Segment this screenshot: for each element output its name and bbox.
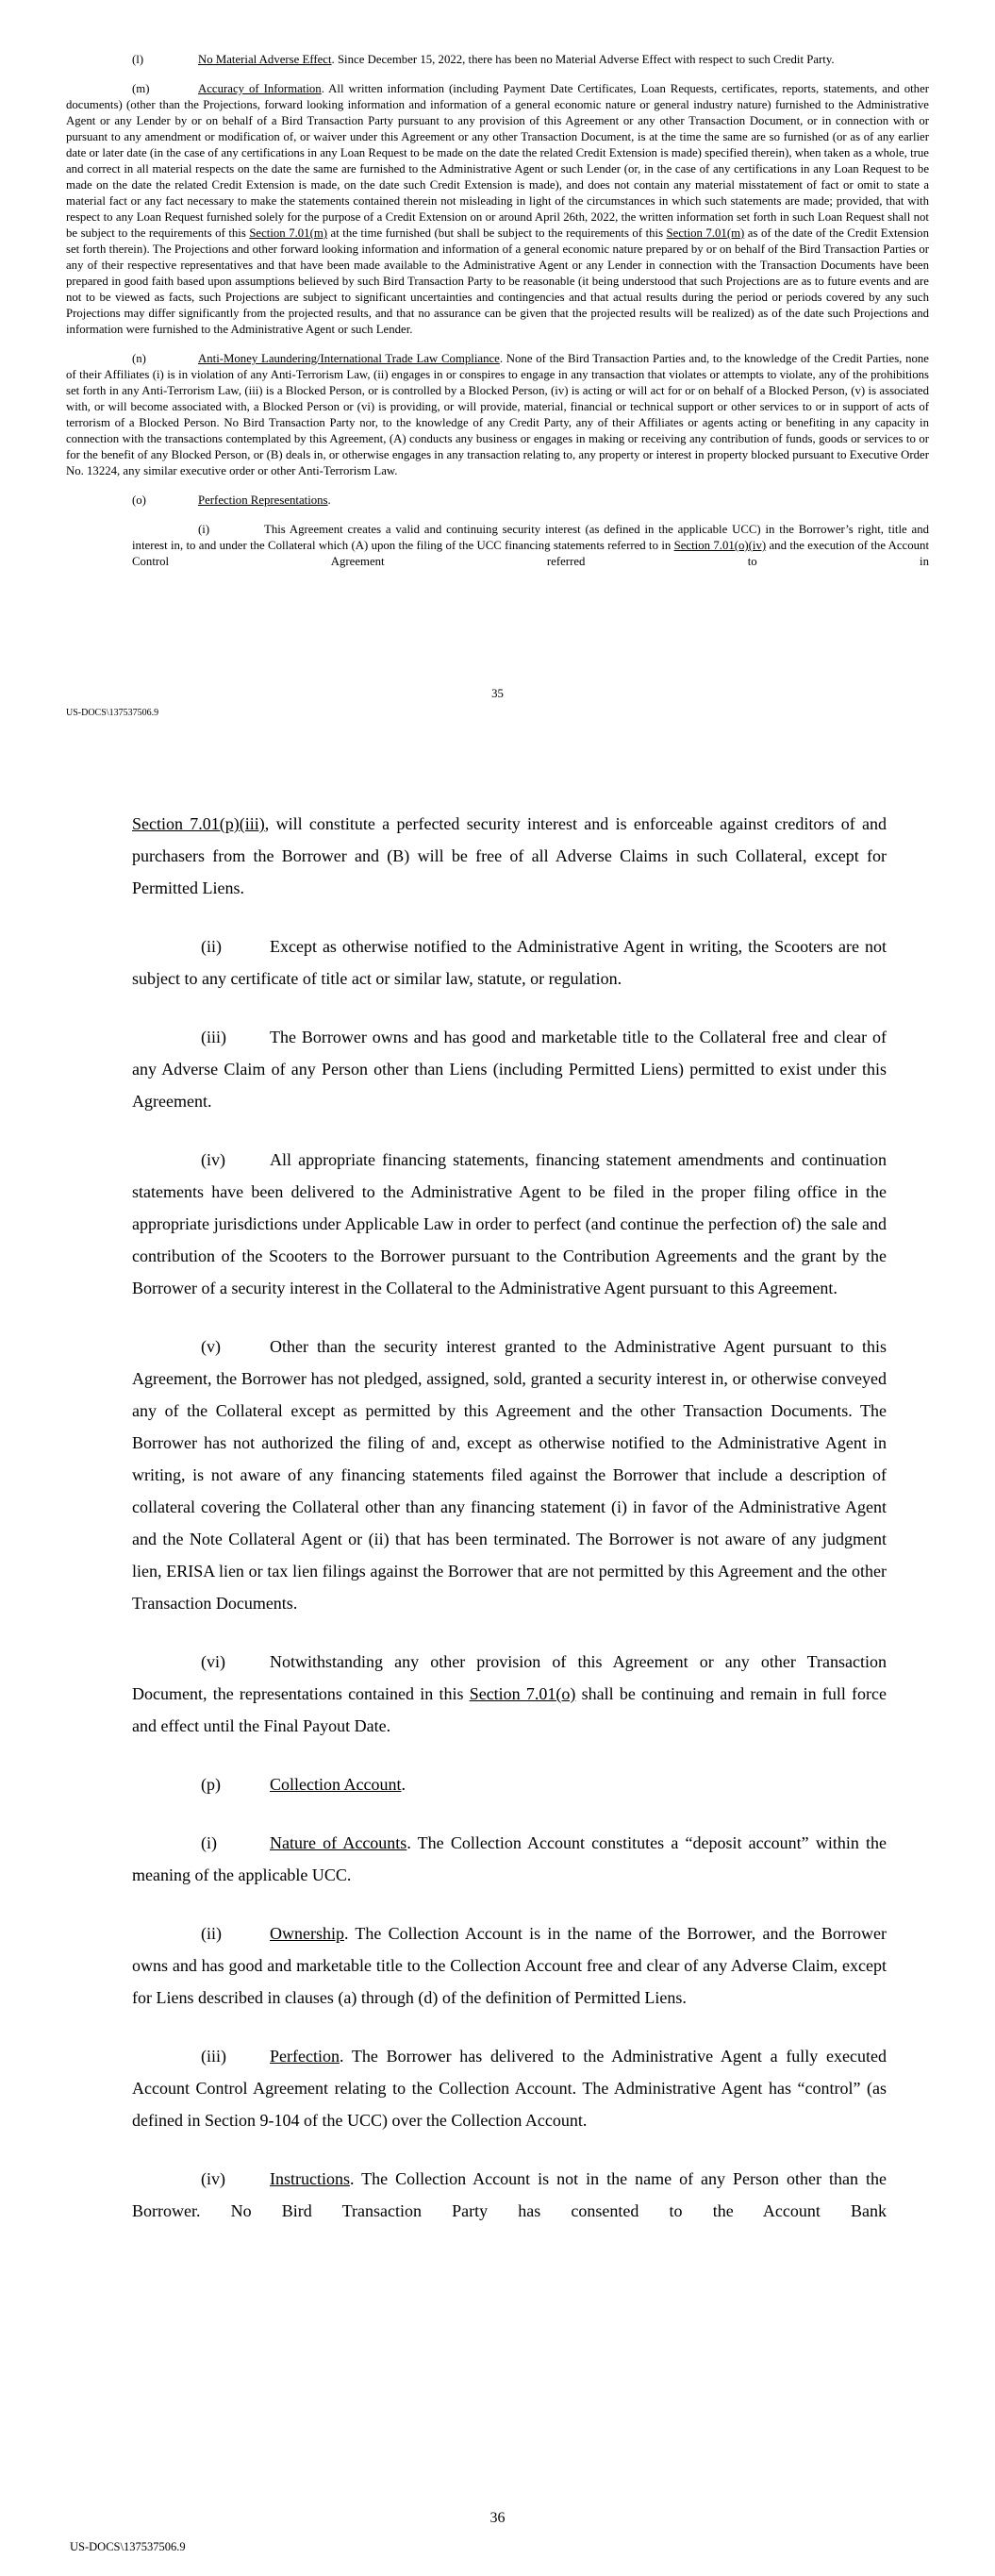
paragraph-label: (p) xyxy=(201,1775,221,1794)
text-segment: All appropriate financing statements, financing statement amendments and continuation statements have been delivered to the Administrative Agent to be filed in the proper filing office in the appropriate jurisdictions under Applicable Law in order to perfect (and continue the perfection of) the sale and contribution of the Scooters to the Borrower pursuant to the Contribution Agreements and the grant by the Borrower of a security interest in the Collateral to the Administrative Agent pursuant to this Agreement. xyxy=(132,1150,887,1297)
paragraph-label: (o) xyxy=(132,493,146,507)
paragraph xyxy=(132,1144,887,1304)
paragraph-label: (m) xyxy=(132,82,150,95)
text-segment: . xyxy=(327,493,331,507)
paragraph xyxy=(132,1917,887,2014)
text-segment: . Since December 15, 2022, there has been no Material Adverse Effect with respect to such Credit Party. xyxy=(331,53,835,66)
underlined-text: Perfection Representations xyxy=(198,493,328,507)
text-segment: Other than the security interest granted to the Administrative Agent pursuant to this Agreement, the Borrower has not pledged, assigned, sold, granted a security interest in, or otherwise conveyed any of the Collateral except as permitted by this Agreement and the other Transaction Documents. The Borrower has not authorized the filing of and, except as otherwise notified to the Administrative Agent in writing, is not aware of any financing statements filed against the Borrower that include a description of collateral covering the Collateral other than any financing statement (i) in favor of the Administrative Agent and the Note Collateral Agent or (ii) that has been terminated. The Borrower is not aware of any judgment lien, ERISA lien or tax lien filings against the Borrower that are not permitted by this Agreement and the other Transaction Documents. xyxy=(132,1337,887,1613)
paragraph xyxy=(132,2163,887,2227)
paragraph-label: (l) xyxy=(132,53,144,66)
paragraph-label: (vi) xyxy=(201,1652,225,1671)
text-segment: This Agreement creates a valid and continuing security interest (as defined in the applicable UCC) in the Borrower’s right, title and interest in, to and under the Collateral which (A) upon the filing of the UCC financing statements referred to in xyxy=(132,523,929,552)
underlined-text: No Material Adverse Effect xyxy=(198,53,332,66)
text-segment: Except as otherwise notified to the Administrative Agent in writing, the Scooters are not subject to any certificate of title act or similar law, statute, or regulation. xyxy=(132,937,887,988)
page-35 xyxy=(0,0,995,745)
underlined-text: Section 7.01(p)(iii) xyxy=(132,814,265,833)
paragraph xyxy=(66,351,929,479)
underlined-text: Collection Account xyxy=(270,1775,402,1794)
paragraph-label: (i) xyxy=(201,1833,217,1852)
underlined-text: Section 7.01(m) xyxy=(666,226,745,240)
page-36-text xyxy=(0,745,995,2227)
text-segment: . The Collection Account constitutes a “deposit account” within the meaning of the applicable UCC. xyxy=(132,1833,887,1884)
underlined-text: Instructions xyxy=(270,2169,350,2188)
paragraph-label: (i) xyxy=(198,523,210,536)
text-segment: . The Borrower has delivered to the Administrative Agent a fully executed Account Control Agreement relating to the Collection Account. The Administrative Agent has “control” (as defined in Section 9-104 of the UCC) over the Collection Account. xyxy=(132,2047,887,2130)
text-segment: as of the date of the Credit Extension set forth therein). The Projections and other forward looking information and information of a general economic nature prepared by or on behalf of the Bird Transaction Parties or any of their respective representatives and that have been made available to the Administrative Agent or any Lender in connection with the Transaction Documents have been prepared in good faith based upon assumptions believed by such Bird Transaction Party to be reasonable (it being understood that such Projections are as to future events and are not to be viewed as facts, such Projections are subject to significant uncertainties and contingencies and that actual results during the period or periods covered by any such Projections may differ significantly from the projected results, and that no assurance can be given that the projected results will be realized) as of the date such Projections and information were furnished to the Administrative Agent or such Lender. xyxy=(66,226,929,336)
underlined-text: Anti-Money Laundering/International Trade Law Compliance xyxy=(198,352,500,365)
paragraph xyxy=(66,81,929,338)
paragraph-label: (ii) xyxy=(201,937,222,956)
text-segment: , will constitute a perfected security interest and is enforceable against creditors of and purchasers from the Borrower and (B) will be free of all Adverse Claims in such Collateral, except for Permitted Liens. xyxy=(132,814,887,897)
underlined-text: Nature of Accounts xyxy=(270,1833,407,1852)
paragraph xyxy=(132,522,929,570)
paragraph-label: (n) xyxy=(132,352,146,365)
paragraph-label: (iv) xyxy=(201,1150,225,1169)
document-id-footer: US-DOCS\137537506.9 xyxy=(66,708,159,718)
paragraph-label: (iv) xyxy=(201,2169,225,2188)
paragraph-label: (v) xyxy=(201,1337,221,1356)
paragraph xyxy=(132,1021,887,1117)
text-segment: . None of the Bird Transaction Parties and, to the knowledge of the Credit Parties, none of their Affiliates (i) is in violation of any Anti-Terrorism Law, (ii) engages in or conspires to engage in any transaction that violates or attempts to violate, any of the prohibitions set forth in any Anti-Terrorism Law, (iii) is a Blocked Person, or is controlled by a Blocked Person, (iv) is acting or will act for or on behalf of a Blocked Person, (v) is associated with, or will become associated with, a Blocked Person or (vi) is providing, or will provide, material, financial or technical support or other services to or in support of acts of terrorism of a Blocked Person. No Bird Transaction Party nor, to the knowledge of any Credit Party, any of their Affiliates or agents acting or benefiting in any capacity in connection with the transactions contemplated by this Agreement, (A) conducts any business or engages in making or receiving any contribution of funds, goods or services to or for the benefit of any Blocked Person, or (B) deals in, or otherwise engages in any transaction relating to, any property or interest in property blocked pursuant to Executive Order No. 13224, any similar executive order or other Anti-Terrorism Law. xyxy=(66,352,929,477)
underlined-text: Perfection xyxy=(270,2047,340,2066)
paragraph xyxy=(132,1330,887,1619)
page-36 xyxy=(0,745,995,2576)
underlined-text: Section 7.01(o) xyxy=(469,1684,576,1703)
paragraph xyxy=(132,2040,887,2136)
paragraph xyxy=(132,930,887,995)
text-segment: . The Collection Account is not in the name of any Person other than the Borrower. No Bird Transaction Party has consented to the Account Bank xyxy=(132,2169,887,2220)
text-segment: The Borrower owns and has good and marketable title to the Collateral free and clear of any Adverse Claim of any Person other than Liens (including Permitted Liens) permitted to exist under this Agreement. xyxy=(132,1028,887,1111)
text-segment: Notwithstanding any other provision of this Agreement or any other Transaction Document, the representations contained in this xyxy=(132,1652,887,1703)
paragraph xyxy=(132,1827,887,1891)
paragraph xyxy=(132,1646,887,1742)
paragraph-label: (iii) xyxy=(201,1028,226,1046)
text-segment: and the execution of the Account Control Agreement referred to in xyxy=(132,539,929,568)
underlined-text: Ownership xyxy=(270,1924,344,1943)
paragraph xyxy=(66,493,929,509)
underlined-text: Accuracy of Information xyxy=(198,82,322,95)
paragraph-label: (iii) xyxy=(201,2047,226,2066)
text-segment: . All written information (including Payment Date Certificates, Loan Requests, certificates, reports, statements, and other documents) (other than the Projections, forward looking information and information of a general economic nature or general industry nature) furnished to the Administrative Agent or any Lender by or on behalf of a Bird Transaction Party pursuant to any provision of this Agreement or any other Transaction Document, or in connection with or pursuant to any amendment or modification of, or waiver under this Agreement or any other Transaction Document, is at the time the same are so furnished (or as of any earlier date or later date (in the case of any certifications in any Loan Request to be made on the date the related Credit Extension is made) specified therein), when taken as a whole, true and correct in all material respects on the date the same are furnished to the Administrative Agent or such Lender (or, in the case of any certifications in any Loan Request to be made on the date the related Credit Extension is made, on the date such Credit Extension is made), and does not contain any material misstatement of fact or omit to state a material fact or any fact necessary to make the statements contained therein not misleading in light of the circumstances in which such statements are made; provided, that with respect to any Loan Request furnished solely for the purpose of a Credit Extension on or around April 26th, 2022, the written information set forth in such Loan Request shall not be subject to the requirements of this xyxy=(66,82,930,240)
paragraph-label: (ii) xyxy=(201,1924,222,1943)
page-35-text xyxy=(0,0,995,570)
document-id-footer: US-DOCS\137537506.9 xyxy=(70,2540,186,2553)
text-segment: shall be continuing and remain in full force and effect until the Final Payout Date. xyxy=(132,1684,887,1735)
underlined-text: Section 7.01(m) xyxy=(249,226,328,240)
paragraph xyxy=(66,52,929,68)
page-number: 35 xyxy=(491,687,504,700)
underlined-text: Section 7.01(o)(iv) xyxy=(673,539,767,552)
page-number: 36 xyxy=(489,2510,506,2526)
paragraph xyxy=(132,808,887,904)
paragraph xyxy=(132,1768,887,1800)
text-segment: . xyxy=(401,1775,406,1794)
text-segment: at the time furnished (but shall be subject to the requirements of this xyxy=(327,226,667,240)
text-segment: . The Collection Account is in the name of the Borrower, and the Borrower owns and has good and marketable title to the Collection Account free and clear of any Adverse Claim, except for Liens described in clauses (a) through (d) of the definition of Permitted Liens. xyxy=(132,1924,887,2007)
